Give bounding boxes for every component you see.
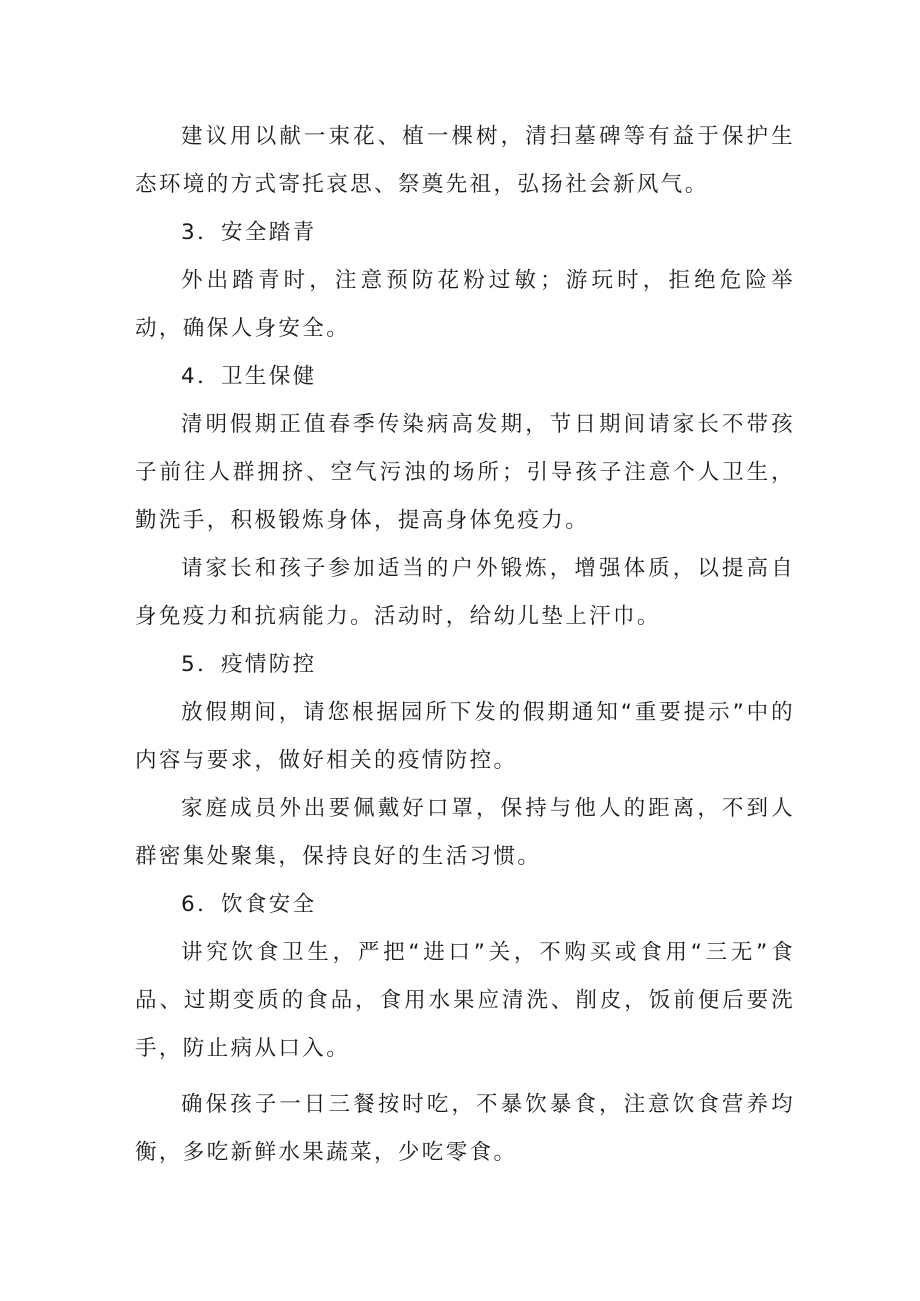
- paragraph-eco-tribute: 建议用以献一束花、植一棵树，清扫墓碑等有益于保护生态环境的方式寄托哀思、祭奠先祖，弘扬社会新风气。: [135, 124, 795, 197]
- heading-epidemic-control: 5．疫情防控: [181, 652, 317, 677]
- heading-safe-outing: 3．安全踏青: [181, 220, 317, 245]
- heading-food-safety: 6．饮食安全: [181, 892, 317, 917]
- paragraph-epidemic-2: 家庭成员外出要佩戴好口罩，保持与他人的距离，不到人群密集处聚集，保持良好的生活习惯。: [135, 796, 795, 869]
- paragraph-food-safety-2: 确保孩子一日三餐按时吃，不暴饮暴食，注意饮食营养均衡，多吃新鲜水果蔬菜，少吃零食。: [135, 1092, 795, 1165]
- paragraph-hygiene-1: 清明假期正值春季传染病高发期，节日期间请家长不带孩子前往人群拥挤、空气污浊的场所；引导孩子注意个人卫生，勤洗手，积极锻炼身体，提高身体免疫力。: [135, 412, 795, 533]
- document-body: [135, 113, 795, 1177]
- paragraph-hygiene-2: 请家长和孩子参加适当的户外锻炼，增强体质，以提高自身免疫力和抗病能力。活动时，给幼儿垫上汗巾。: [135, 556, 795, 629]
- paragraph-epidemic-1: 放假期间，请您根据园所下发的假期通知“重要提示”中的内容与要求，做好相关的疫情防控。: [135, 700, 795, 773]
- heading-hygiene: 4．卫生保健: [181, 364, 317, 389]
- paragraph-safe-outing: 外出踏青时，注意预防花粉过敏；游玩时，拒绝危险举动，确保人身安全。: [135, 268, 795, 341]
- paragraph-food-safety-1: 讲究饮食卫生，严把“进口”关，不购买或食用“三无”食品、过期变质的食品，食用水果应清洗、削皮，饭前便后要洗手，防止病从口入。: [135, 940, 795, 1061]
